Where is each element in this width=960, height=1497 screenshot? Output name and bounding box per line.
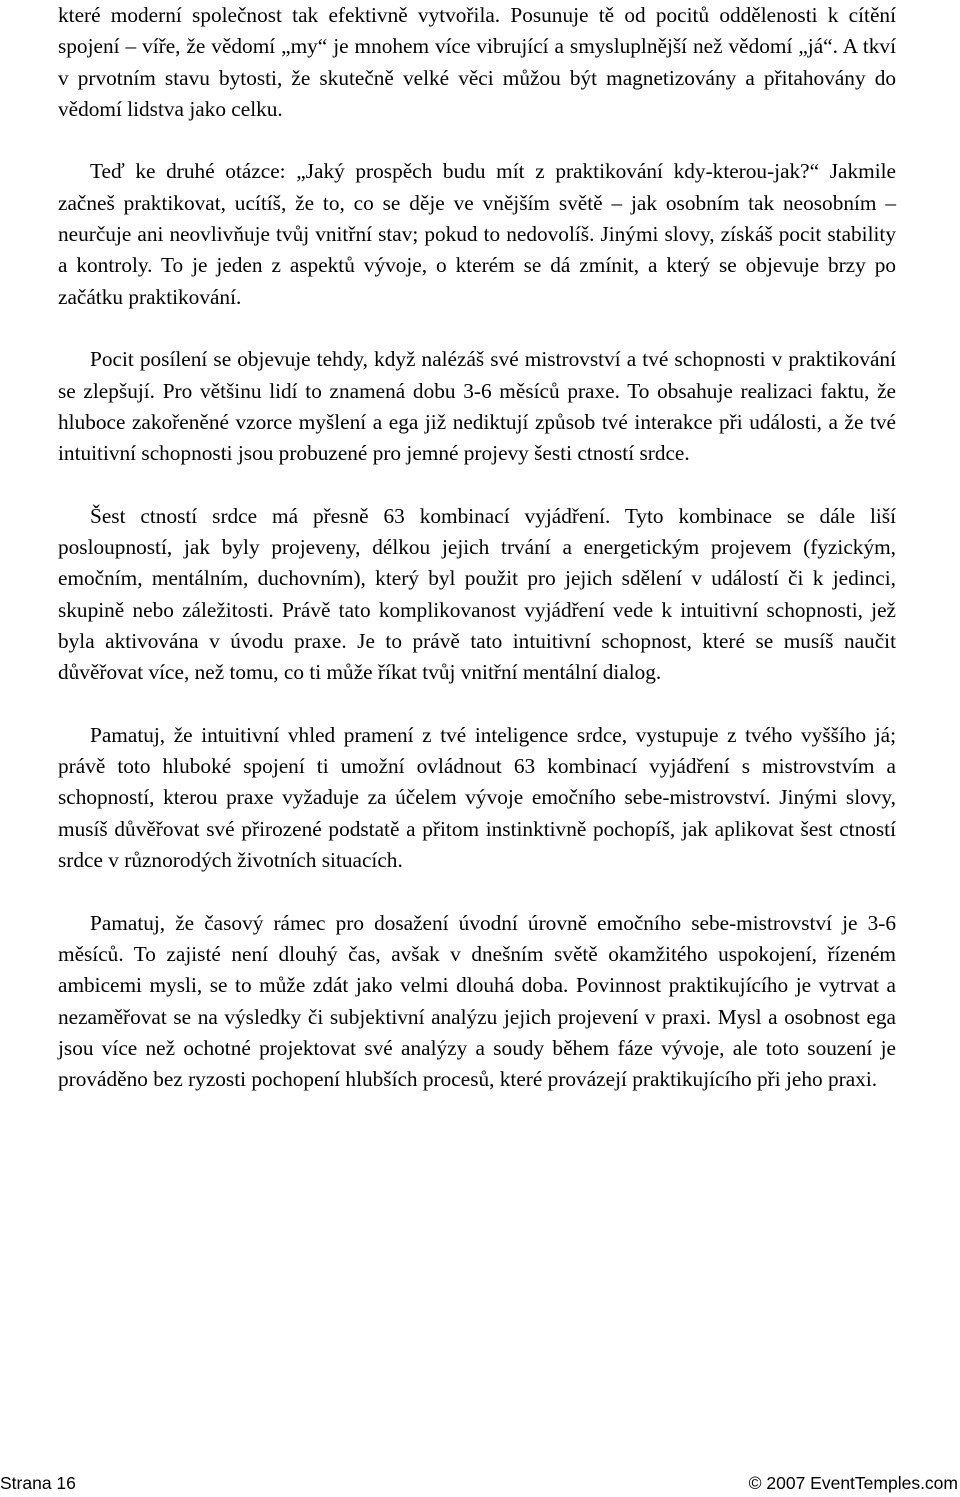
paragraph-1: které moderní společnost tak efektivně vytvořila. Posunuje tě od pocitů oddělenosti k cítění spojení – víře, že vědomí „my“ je mnohem více vibrující a smysluplnější než vědomí „já“. A tkví v prvotním stavu bytosti, že skutečně velké věci můžou být magnetizovány a přitahovány do vědomí lidstva jako celku. (58, 3, 896, 121)
page-number: Strana 16 (0, 1473, 76, 1493)
paragraph-3: Pocit posílení se objevuje tehdy, když nalézáš své mistrovství a tvé schopnosti v praktikování se zlepšují. Pro většinu lidí to znamená dobu 3-6 měsíců praxe. To obsahuje realizaci faktu, že hluboce zakořeněné vzorce myšlení a ega již nediktují způsob tvé interakce při události, a že tvé intuitivní schopnosti jsou probuzené pro jemné projevy šesti ctností srdce. (58, 347, 896, 466)
document-body (58, 0, 896, 1127)
page-footer (0, 1472, 960, 1494)
copyright-notice: © 2007 EventTemples.com (748, 1473, 958, 1493)
paragraph-4: Šest ctností srdce má přesně 63 kombinací vyjádření. Tyto kombinace se dále liší posloupností, jak byly projeveny, délkou jejich trvání a energetickým projevem (fyzickým, emočním, mentálním, duchovním), který byl použit pro jejich sdělení v událostí či k jedinci, skupině nebo záležitosti. Právě tato komplikovanost vyjádření vede k intuitivní schopnosti, jež byla aktivována v úvodu praxe. Je to právě tato intuitivní schopnost, které se musíš naučit důvěřovat více, než tomu, co ti může říkat tvůj vnitřní mentální dialog. (58, 503, 896, 685)
paragraph-6: Pamatuj, že časový rámec pro dosažení úvodní úrovně emočního sebe-mistrovství je 3-6 měsíců. To zajisté není dlouhý čas, avšak v dnešním světě okamžitého uspokojení, řízeném ambicemi mysli, se to může zdát jako velmi dlouhá doba. Povinnost praktikujícího je vytrvat a nezaměřovat se na výsledky či subjektivní analýzu jejich projevení v praxi. Mysl a osobnost ega jsou více než ochotné projektovat své analýzy a soudy během fáze vývoje, ale toto souzení je prováděno bez ryzosti pochopení hlubších procesů, které provázejí praktikujícího při jeho praxi. (58, 910, 896, 1092)
paragraph-5: Pamatuj, že intuitivní vhled pramení z tvé inteligence srdce, vystupuje z tvého vyššího já; právě toto hluboké spojení ti umožní ovládnout 63 kombinací vyjádření s mistrovstvím a schopností, kterou praxe vyžaduje za účelem vývoje emočního sebe-mistrovství. Jinými slovy, musíš důvěřovat své přirozené podstatě a přitom instinktivně pochopíš, jak aplikovat šest ctností srdce v různorodých životních situacích. (58, 722, 896, 873)
paragraph-2: Teď ke druhé otázce: „Jaký prospěch budu mít z praktikování kdy-kterou-jak?“ Jakmile začneš praktikovat, ucítíš, že to, co se děje ve vnějším světě – jak osobním tak neosobním – neurčuje ani neovlivňuje tvůj vnitřní stav; pokud to nedovolíš. Jinými slovy, získáš pocit stability a kontroly. To je jeden z aspektů vývoje, o kterém se dá zmínit, a který se objevuje brzy po začátku praktikování. (58, 159, 896, 309)
